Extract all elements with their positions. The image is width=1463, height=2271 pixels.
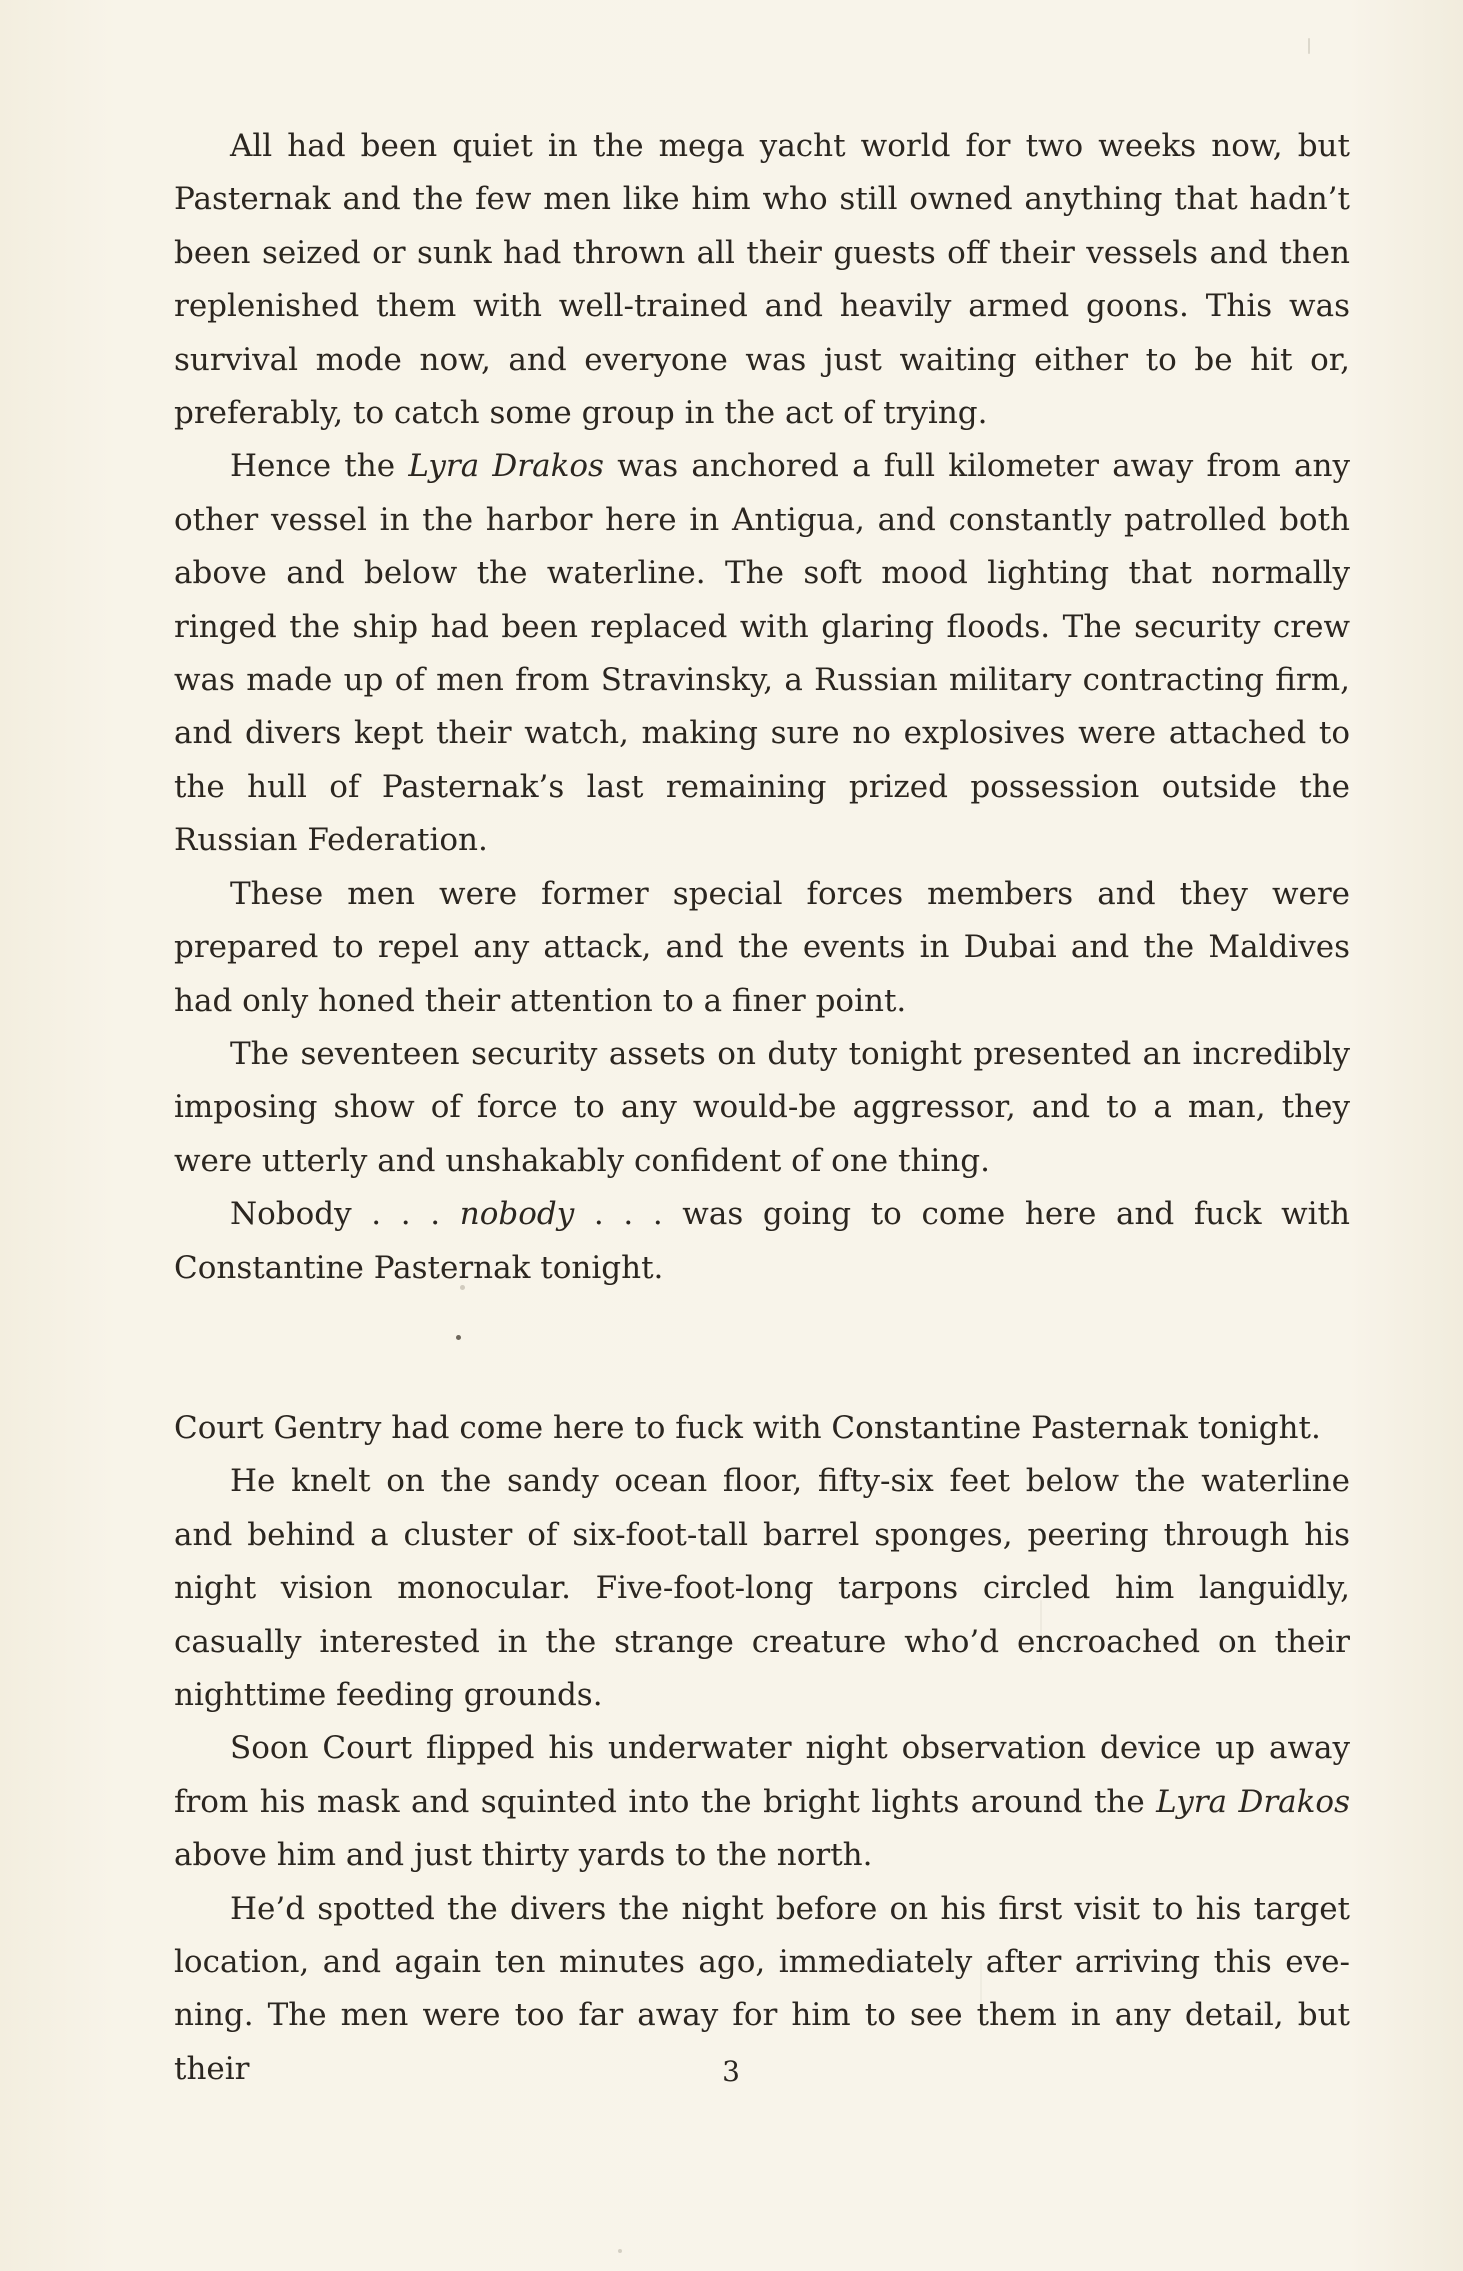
paragraph	[174, 868, 1350, 1028]
text-run: Hence the	[230, 448, 409, 485]
text-run: . . . was going to come here and fuck with Constantine Pasternak tonight.	[174, 1196, 1350, 1286]
italic-text: Lyra Drakos	[408, 448, 604, 485]
text-run: He’d spotted the divers the night before on his first visit to his target location, and again ten minutes ago, immediately after arriving this evening. The men were too far away for him to see them in any detail, but their	[174, 1890, 1350, 2087]
text-run: These men were former special forces members and they were prepared to repel any attack, and the events in Dubai and the Maldives had only honed their attention to a finer point.	[174, 875, 1350, 1019]
scene-break	[174, 1295, 1350, 1402]
italic-text: nobody	[459, 1196, 575, 1233]
text-run: was anchored a full kilometer away from any other vessel in the harbor here in Antigua, and constantly patrolled both above and below the waterline. The soft mood lighting that normally ringed the ship had been replaced with glaring floods. The security crew was made up of men from Stravinsky, a Russian military contracting firm, and divers kept their watch, making sure no explosives were attached to the hull of Pasternak’s last remaining prized possession outside the Russian Federation.	[174, 448, 1351, 859]
paragraph	[174, 1188, 1350, 1295]
paper-speck	[1308, 38, 1310, 54]
paragraph	[174, 440, 1350, 867]
text-run: Nobody . . .	[230, 1196, 460, 1233]
paragraph	[174, 1722, 1350, 1882]
page-number: 3	[722, 2055, 741, 2088]
text-run: Soon Court flipped his underwater night observation device up away from his mask and squinted into the bright lights around the	[174, 1730, 1350, 1820]
scene-break-dot	[456, 1335, 461, 1340]
paragraph	[174, 1455, 1350, 1722]
text-run: Court Gentry had come here to fuck with Constantine Pasternak tonight.	[174, 1409, 1321, 1446]
text-run: above him and just thirty yards to the north.	[174, 1837, 873, 1874]
text-run: He knelt on the sandy ocean floor, fifty-six feet below the waterline and behind a cluster of six-foot-tall barrel sponges, peering through his night vision monocular. Five-foot-long tarpons circled him languidly, casually interested in the strange creature who’d encroached on their nighttime feeding grounds.	[174, 1463, 1350, 1713]
italic-text: Lyra Drakos	[1156, 1783, 1350, 1820]
text-run: All had been quiet in the mega yacht world for two weeks now, but Pasternak and the few men like him who still owned anything that hadn’t been seized or sunk had thrown all their guests off their vessels and then replenished them with well-trained and heavily armed goons. This was survival mode now, and everyone was just waiting either to be hit or, preferably, to catch some group in the act of trying.	[174, 128, 1350, 432]
paragraph	[174, 1402, 1350, 1455]
paper-speck	[618, 2249, 622, 2253]
paragraph	[174, 1028, 1350, 1188]
section-two	[174, 1402, 1350, 2096]
body-text	[174, 120, 1350, 2096]
text-run: The seventeen security assets on duty tonight presented an incredibly imposing show of force to any would-be aggressor, and to a man, they were utterly and unshakably confident of one thing.	[174, 1035, 1350, 1179]
section-one	[174, 120, 1350, 1295]
paragraph	[174, 120, 1350, 440]
